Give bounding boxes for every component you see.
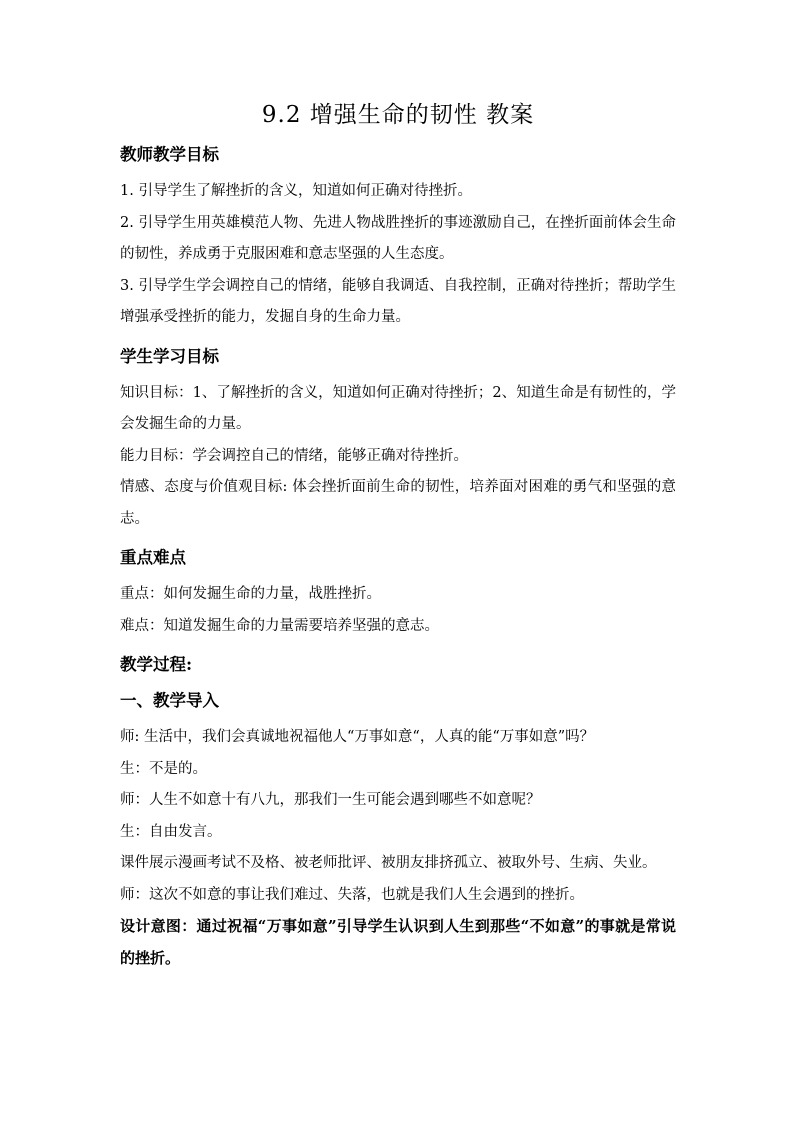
difficult-point: 难点：知道发掘生命的力量需要培养坚强的意志。 [120,617,439,634]
student-goal-attitude: 情感、态度与价值观目标: 体会挫折面前生命的韧性，培养面对困难的勇气和坚强的意志。 [120,479,676,527]
teacher-goal-1: 1. 引导学生了解挫折的含义，知道如何正确对待挫折。 [120,183,472,199]
student-goal-knowledge: 知识目标：1、了解挫折的含义，知道如何正确对待挫折；2、知道生命是有韧性的，学会发掘生命的力量。 [120,384,676,432]
teacher-goal-2: 2. 引导学生用英雄模范人物、先进人物战胜挫折的事迹激励自己，在挫折面前体会生命的韧性，养成勇于克服困难和意志坚强的人生态度。 [120,214,676,262]
dialogue-line-2: 生：不是的。 [120,760,207,777]
student-goal-ability: 能力目标：学会调控自己的情绪，能够正确对待挫折。 [120,447,468,464]
section-intro-heading: 一、教学导入 [120,691,219,710]
dialogue-line-1: 师: 生活中，我们会真诚地祝福他人“万事如意“，人真的能“万事如意”吗？ [120,729,595,745]
key-point: 重点：如何发掘生命的力量，战胜挫折。 [120,586,381,602]
key-points-heading: 重点难点 [120,548,186,567]
document-page [120,100,676,974]
process-heading: 教学过程: [120,655,193,674]
student-goals-heading: 学生学习目标 [120,346,219,366]
dialogue-line-3: 师：人生不如意十有八九，那我们一生可能会遇到哪些不如意呢？ [120,792,541,808]
design-intent: 设计意图：通过祝福“万事如意”引导学生认识到人生到那些“不如意”的事就是常说的挫折。 [120,917,676,967]
teacher-goals-heading: 教师教学目标 [120,145,219,164]
dialogue-line-5: 师：这次不如意的事让我们难过、失落，也就是我们人生会遇到的挫折。 [120,886,584,903]
teacher-goal-3: 3. 引导学生学会调控自己的情绪，能够自我调适、自我控制，正确对待挫折；帮助学生增强承受挫折的能力，发掘自身的生命力量。 [120,277,676,325]
dialogue-line-4: 生：自由发言。 [120,823,222,840]
courseware-line: 课件展示漫画考试不及格、被老师批评、被朋友排挤孤立、被取外号、生病、失业。 [120,855,657,871]
document-title: 9.2 增强生命的韧性 教案 [261,102,535,128]
